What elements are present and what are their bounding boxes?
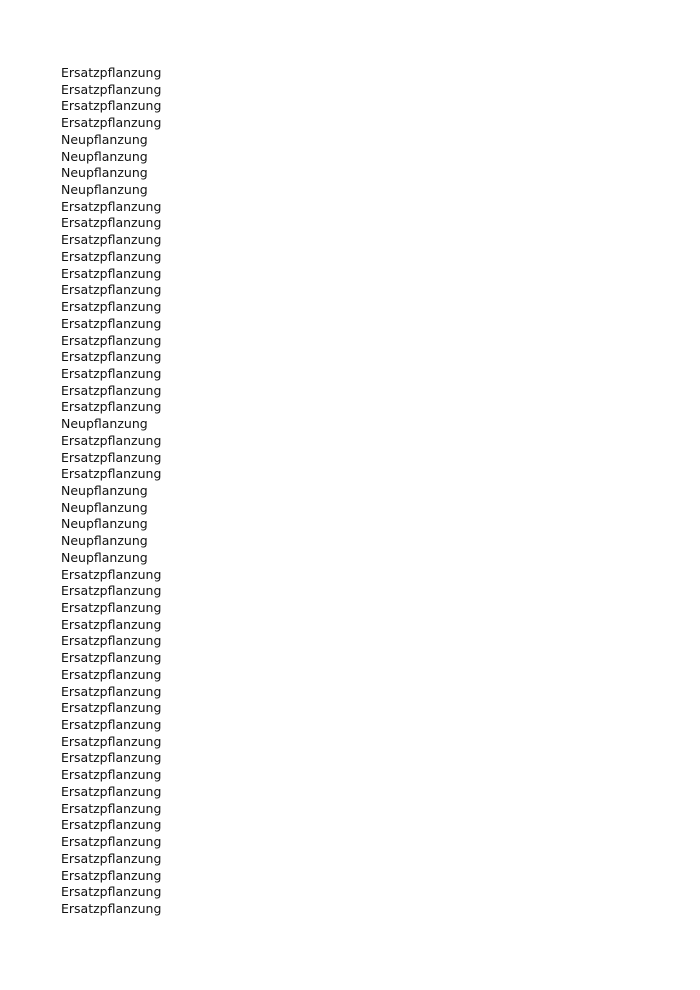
planting-type-cell: Neupflanzung [61,165,148,181]
planting-type-cell: Ersatzpflanzung [61,248,162,264]
planting-type-cell: Ersatzpflanzung [61,583,162,599]
planting-type-cell: Ersatzpflanzung [61,850,162,866]
planting-type-cell: Ersatzpflanzung [61,783,162,799]
planting-type-cell: Ersatzpflanzung [61,299,162,315]
planting-type-cell: Ersatzpflanzung [61,800,162,816]
planting-type-cell: Ersatzpflanzung [61,683,162,699]
planting-type-cell: Ersatzpflanzung [61,900,162,916]
planting-type-cell: Ersatzpflanzung [61,633,162,649]
planting-type-cell: Ersatzpflanzung [61,232,162,248]
planting-type-cell: Neupflanzung [61,533,148,549]
planting-type-cell: Ersatzpflanzung [61,884,162,900]
planting-type-cell: Ersatzpflanzung [61,466,162,482]
planting-type-cell: Ersatzpflanzung [61,115,162,131]
planting-type-cell: Ersatzpflanzung [61,767,162,783]
planting-type-cell: Ersatzpflanzung [61,717,162,733]
planting-type-cell: Neupflanzung [61,148,148,164]
planting-type-cell: Neupflanzung [61,482,148,498]
planting-type-cell: Ersatzpflanzung [61,449,162,465]
planting-type-cell: Ersatzpflanzung [61,265,162,281]
planting-type-cell: Ersatzpflanzung [61,616,162,632]
planting-type-cell: Ersatzpflanzung [61,432,162,448]
planting-type-cell: Ersatzpflanzung [61,666,162,682]
planting-type-cell: Ersatzpflanzung [61,750,162,766]
planting-type-cell: Ersatzpflanzung [61,81,162,97]
planting-type-cell: Ersatzpflanzung [61,382,162,398]
planting-type-cell: Ersatzpflanzung [61,282,162,298]
planting-type-cell: Ersatzpflanzung [61,700,162,716]
planting-type-cell: Neupflanzung [61,499,148,515]
planting-type-cell: Neupflanzung [61,416,148,432]
planting-type-cell: Neupflanzung [61,131,148,147]
planting-type-cell: Ersatzpflanzung [61,867,162,883]
planting-type-cell: Neupflanzung [61,549,148,565]
planting-type-cell: Ersatzpflanzung [61,98,162,114]
planting-type-cell: Ersatzpflanzung [61,215,162,231]
planting-type-cell: Ersatzpflanzung [61,733,162,749]
planting-type-cell: Ersatzpflanzung [61,834,162,850]
planting-type-cell: Ersatzpflanzung [61,198,162,214]
planting-type-cell: Ersatzpflanzung [61,332,162,348]
planting-type-cell: Ersatzpflanzung [61,399,162,415]
planting-type-column [61,65,161,918]
planting-type-cell: Ersatzpflanzung [61,315,162,331]
planting-type-cell: Ersatzpflanzung [61,65,162,80]
planting-type-cell: Ersatzpflanzung [61,817,162,833]
planting-type-cell: Ersatzpflanzung [61,600,162,615]
planting-type-cell: Ersatzpflanzung [61,365,162,381]
planting-type-cell: Ersatzpflanzung [61,349,162,365]
planting-type-cell: Ersatzpflanzung [61,650,162,666]
planting-type-cell: Ersatzpflanzung [61,566,162,582]
planting-type-cell: Neupflanzung [61,516,148,532]
planting-type-cell: Neupflanzung [61,182,148,198]
